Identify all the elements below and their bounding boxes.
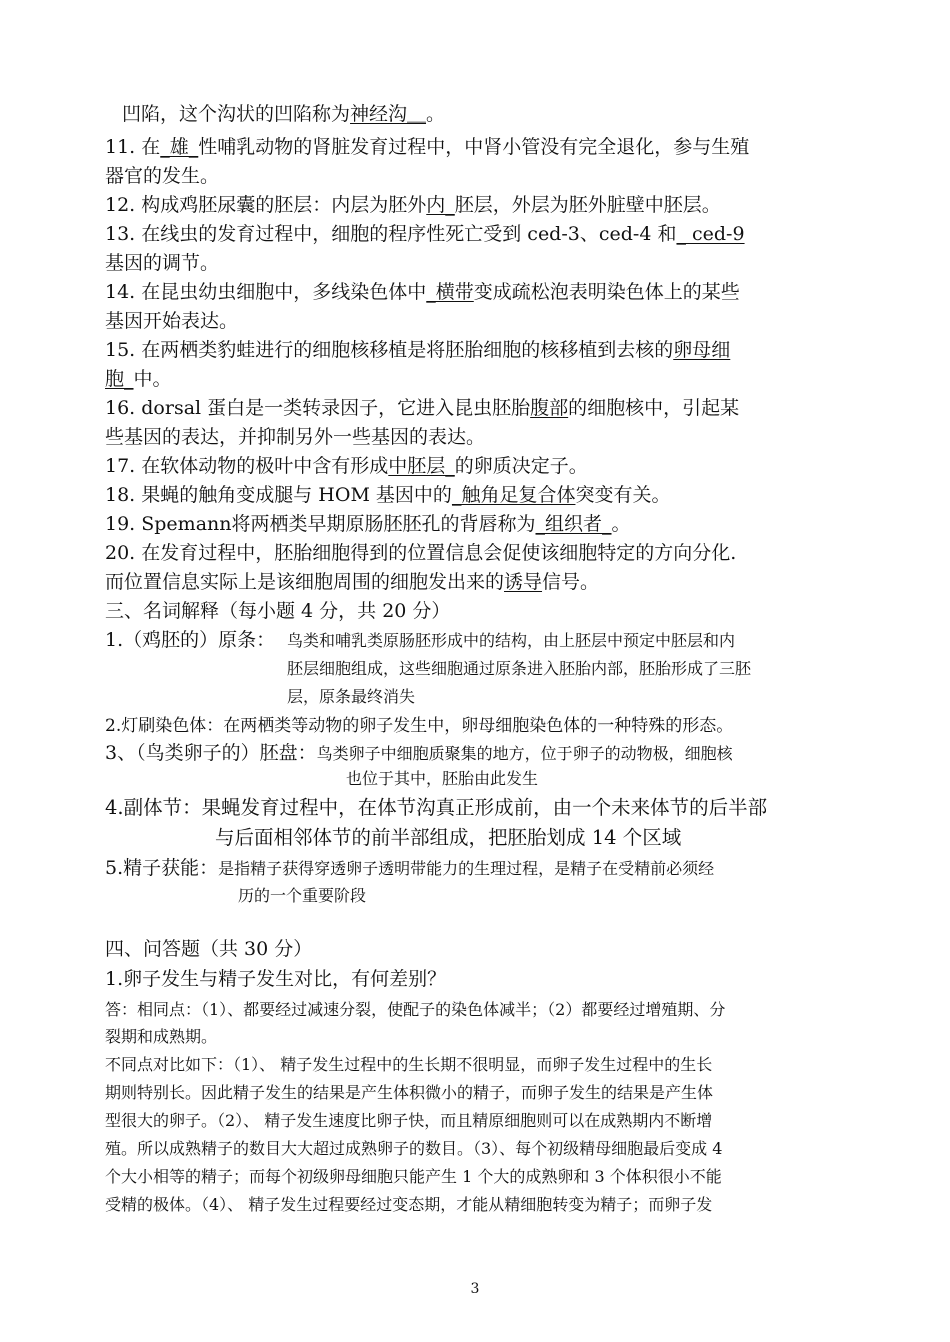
answer-line: 答：相同点：（1）、都要经过减速分裂，使配子的染色体减半；（2）都要经过增殖期、分 bbox=[105, 1000, 726, 1019]
term-definition: 历的一个重要阶段 bbox=[238, 886, 367, 905]
blank-line: 12. 构成鸡胚尿囊的胚层：内层为胚外内_胚层，外层为胚外脏壁中胚层。 bbox=[105, 194, 721, 216]
blank-line: 而位置信息实际上是该细胞周围的细胞发出来的诱导信号。 bbox=[105, 571, 600, 593]
term-row bbox=[105, 794, 767, 822]
blank-line: 些基因的表达，并抑制另外一些基因的表达。 bbox=[105, 426, 486, 448]
blank-line: 器官的发生。 bbox=[105, 165, 220, 187]
term-row bbox=[105, 740, 733, 767]
blank-line: 17. 在软体动物的极叶中含有形成中胚层_的卵质决定子。 bbox=[105, 455, 588, 477]
blank-line: 15. 在两栖类豹蛙进行的细胞核移植是将胚胎细胞的核移植到去核的卵母细 bbox=[105, 339, 731, 361]
blank-line: 凹陷，这个沟状的凹陷称为神经沟＿。 bbox=[122, 103, 446, 125]
term-definition: 鸟类卵子中细胞质聚集的地方，位于卵子的动物极，细胞核 bbox=[316, 744, 733, 763]
section-heading: 四、问答题（共 30 分） bbox=[105, 938, 313, 960]
blank-line: 14. 在昆虫幼虫细胞中，多线染色体中_横带变成疏松泡表明染色体上的某些 bbox=[105, 281, 740, 303]
term-definition: 层，原条最终消失 bbox=[287, 687, 416, 706]
term-title: 1.（鸡胚的）原条： bbox=[105, 629, 276, 651]
answer-line: 型很大的卵子。（2）、 精子发生速度比卵子快，而且精原细胞则可以在成熟期内不断增 bbox=[105, 1111, 713, 1130]
term-definition: 鸟类和哺乳类原肠胚形成中的结构，由上胚层中预定中胚层和内 bbox=[287, 631, 736, 650]
answer-line: 个大小相等的精子；而每个初级卵母细胞只能产生 1 个大的成熟卵和 3 个体积很小不能 bbox=[105, 1167, 722, 1186]
term-row bbox=[105, 855, 714, 882]
term-definition: 也位于其中，胚胎由此发生 bbox=[346, 769, 539, 788]
term-row bbox=[105, 713, 733, 739]
section-heading: 三、名词解释（每小题 4 分，共 20 分） bbox=[105, 600, 451, 622]
blank-line: 16. dorsal 蛋白是一类转录因子，它进入昆虫胚胎腹部的细胞核中，引起某 bbox=[105, 397, 740, 419]
answer-line: 裂期和成熟期。 bbox=[105, 1027, 218, 1046]
page-number: 3 bbox=[470, 1281, 480, 1297]
question-title: 1.卵子发生与精子发生对比，有何差别？ bbox=[105, 968, 447, 990]
term-title: 5.精子获能： bbox=[105, 857, 219, 879]
term-definition: 与后面相邻体节的前半部组成，把胚胎划成 14 个区域 bbox=[215, 826, 682, 849]
blank-line: 11. 在_雄_性哺乳动物的肾脏发育过程中，中肾小管没有完全退化，参与生殖 bbox=[105, 136, 750, 158]
answer-line: 殖。所以成熟精子的数目大大超过成熟卵子的数目。（3）、每个初级精母细胞最后变成 4 bbox=[105, 1139, 723, 1158]
answer-line: 受精的极体。（4）、 精子发生过程要经过变态期，才能从精细胞转变为精子；而卵子发 bbox=[105, 1195, 713, 1214]
blank-line: 13. 在线虫的发育过程中，细胞的程序性死亡受到 ced-3、ced-4 和_ ced-9 bbox=[105, 223, 745, 245]
blank-line: 基因开始表达。 bbox=[105, 310, 239, 332]
blank-line: 18. 果蝇的触角变成腿与 HOM 基因中的_触角足复合体突变有关。 bbox=[105, 484, 671, 506]
blank-line: 基因的调节。 bbox=[105, 252, 220, 274]
term-title: 4.副体节： bbox=[105, 796, 202, 819]
term-definition: 胚层细胞组成，这些细胞通过原条进入胚胎内部，胚胎形成了三胚 bbox=[287, 659, 752, 678]
term-title: 2.灯刷染色体： bbox=[105, 716, 224, 736]
blank-line: 胞_中。 bbox=[105, 368, 172, 390]
term-definition: 果蝇发育过程中，在体节沟真正形成前，由一个未来体节的后半部 bbox=[201, 796, 768, 819]
term-definition: 在两栖类等动物的卵子发生中，卵母细胞染色体的一种特殊的形态。 bbox=[223, 716, 734, 736]
term-title: 3、（鸟类卵子的）胚盘： bbox=[105, 742, 317, 764]
blank-line: 20. 在发育过程中，胚胎细胞得到的位置信息会促使该细胞特定的方向分化. bbox=[105, 542, 737, 564]
term-definition: 是指精子获得穿透卵子透明带能力的生理过程，是精子在受精前必须经 bbox=[218, 859, 715, 878]
answer-line: 不同点对比如下：（1）、 精子发生过程中的生长期不很明显，而卵子发生过程中的生长 bbox=[105, 1055, 713, 1074]
blank-line: 19. Spemann将两栖类早期原肠胚胚孔的背唇称为_组织者_。 bbox=[105, 513, 631, 535]
answer-line: 期则特别长。因此精子发生的结果是产生体积微小的精子，而卵子发生的结果是产生体 bbox=[105, 1083, 714, 1102]
